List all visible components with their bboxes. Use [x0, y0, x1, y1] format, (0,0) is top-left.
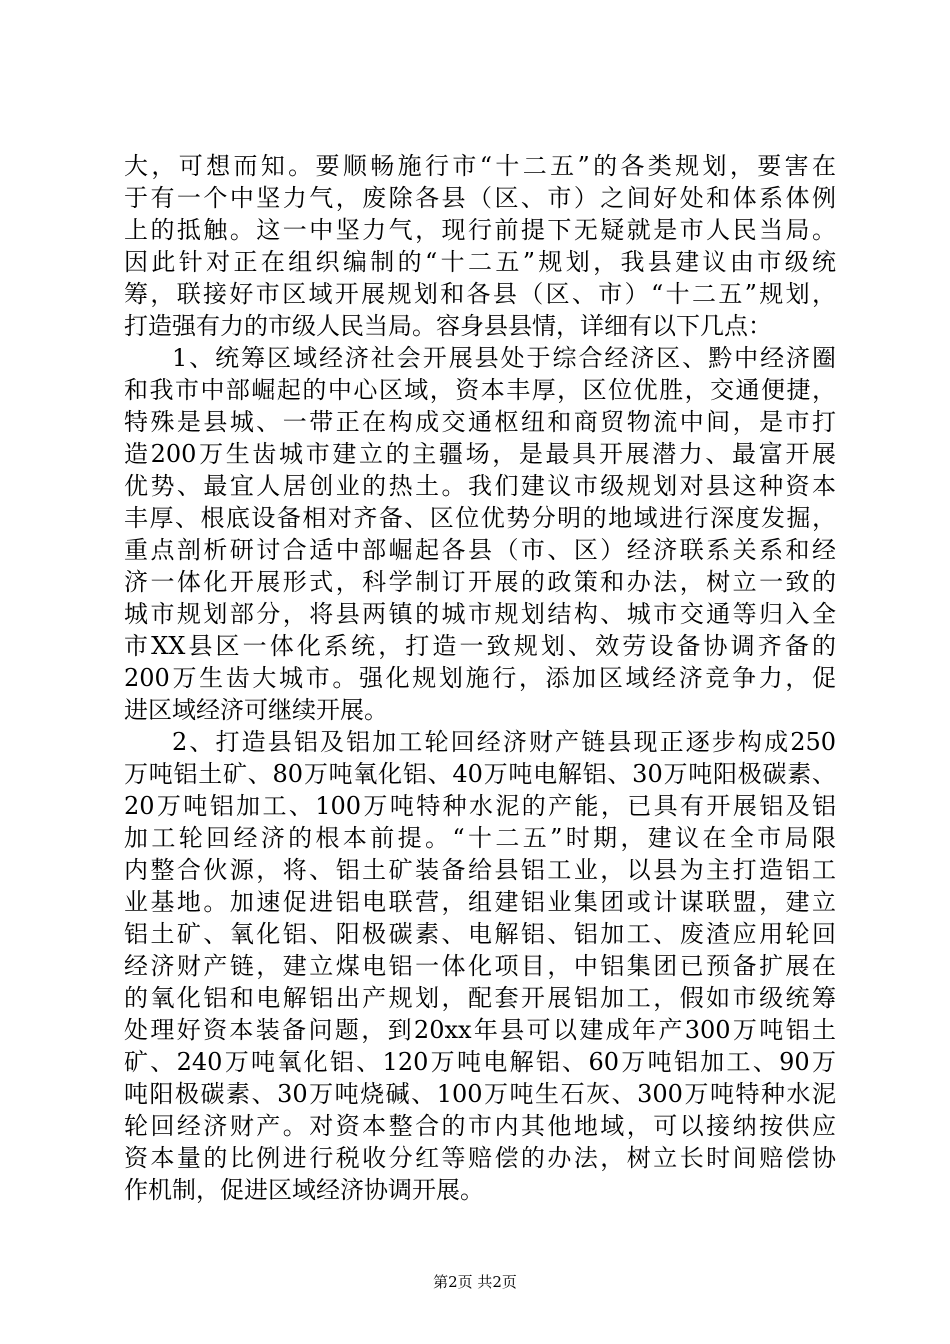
- text-line: 上的抵触。这一中坚力气，现行前提下无疑就是市人民当局。: [124, 216, 836, 244]
- text-line: 内整合伙源，将、铝土矿装备给县铝工业，以县为主打造铝工: [124, 856, 836, 884]
- text-line: 进区域经济可继续开展。: [124, 696, 388, 724]
- text-line: 于有一个中坚力气，废除各县（区、市）之间好处和体系体例: [124, 184, 836, 212]
- page-footer: 第2页 共2页: [433, 1273, 517, 1291]
- text-line: 丰厚、根底设备相对齐备、区位优势分明的地域进行深度发掘，: [124, 504, 836, 532]
- text-line: 业基地。加速促进铝电联营，组建铝业集团或计谋联盟，建立: [124, 888, 836, 916]
- text-line: 20万吨铝加工、100万吨特种水泥的产能，已具有开展铝及铝: [124, 792, 836, 820]
- paragraph: [124, 726, 836, 1206]
- text-line: 经济财产链，建立煤电铝一体化项目，中铝集团已预备扩展在: [124, 952, 836, 980]
- text-line: 矿、240万吨氧化铝、120万吨电解铝、60万吨铝加工、90万: [124, 1048, 836, 1076]
- text-line: 优势、最宜人居创业的热土。我们建议市级规划对县这种资本: [124, 472, 836, 500]
- text-line: 济一体化开展形式，科学制订开展的政策和办法，树立一致的: [124, 568, 836, 596]
- text-line: 市XX县区一体化系统，打造一致规划、效劳设备协调齐备的: [124, 632, 836, 660]
- document-body: [124, 150, 836, 1206]
- text-line: 资本量的比例进行税收分红等赔偿的办法，树立长时间赔偿协: [124, 1144, 836, 1172]
- text-line: 打造强有力的市级人民当局。容身县县情，详细有以下几点：: [124, 312, 772, 340]
- paragraph: [124, 342, 836, 726]
- text-line: 的氧化铝和电解铝出产规划，配套开展铝加工，假如市级统筹: [124, 984, 836, 1012]
- text-line: 作机制，促进区域经济协调开展。: [124, 1176, 484, 1204]
- text-line: 城市规划部分，将县两镇的城市规划结构、城市交通等归入全: [124, 600, 836, 628]
- text-line: 200万生齿大城市。强化规划施行，添加区域经济竞争力，促: [124, 664, 836, 692]
- text-line: 万吨铝土矿、80万吨氧化铝、40万吨电解铝、30万吨阳极碳素、: [124, 760, 836, 788]
- text-line: 因此针对正在组织编制的“十二五”规划，我县建议由市级统: [124, 248, 836, 276]
- text-line: 筹，联接好市区域开展规划和各县（区、市）“十二五”规划，: [124, 280, 836, 308]
- paragraph: [124, 150, 836, 342]
- text-line: 和我市中部崛起的中心区域，资本丰厚，区位优胜，交通便捷，: [124, 376, 836, 404]
- text-line: 处理好资本装备问题，到20xx年县可以建成年产300万吨铝土: [124, 1016, 836, 1044]
- text-line: 铝土矿、氧化铝、阳极碳素、电解铝、铝加工、废渣应用轮回: [124, 920, 836, 948]
- text-line: 加工轮回经济的根本前提。“十二五”时期，建议在全市局限: [124, 824, 836, 852]
- text-line: 吨阳极碳素、30万吨烧碱、100万吨生石灰、300万吨特种水泥: [124, 1080, 836, 1108]
- text-line: 造200万生齿城市建立的主疆场，是最具开展潜力、最富开展: [124, 440, 836, 468]
- text-line: 2、打造县铝及铝加工轮回经济财产链县现正逐步构成250: [172, 728, 836, 756]
- text-line: 1、统筹区域经济社会开展县处于综合经济区、黔中经济圈: [172, 344, 836, 372]
- text-line: 轮回经济财产。对资本整合的市内其他地域，可以接纳按供应: [124, 1112, 836, 1140]
- text-line: 特殊是县城、一带正在构成交通枢纽和商贸物流中间，是市打: [124, 408, 836, 436]
- text-line: 重点剖析研讨合适中部崛起各县（市、区）经济联系关系和经: [124, 536, 836, 564]
- text-line: 大，可想而知。要顺畅施行市“十二五”的各类规划，要害在: [124, 152, 836, 180]
